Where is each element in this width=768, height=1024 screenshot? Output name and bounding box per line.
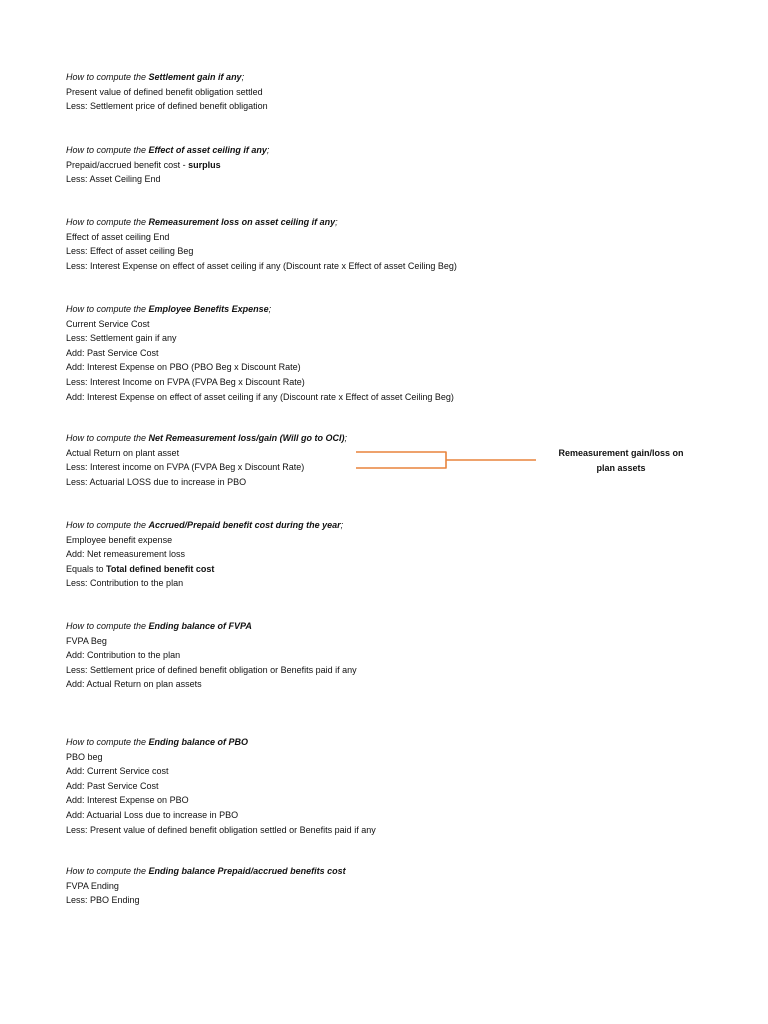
section-line [66, 750, 706, 765]
line-text: Employee benefit expense [66, 534, 173, 545]
line-text: Add: Actual Return on plan assets [66, 679, 202, 690]
line-text: Add: Interest Expense on effect of asset ceiling if any (Discount rate x Effect of asset Ceiling Beg) [66, 391, 454, 402]
line-text: Add: Interest Expense on PBO (PBO Beg x Discount Rate) [66, 362, 301, 373]
section-heading [66, 619, 706, 634]
section-line [66, 779, 706, 794]
section-line [66, 634, 706, 649]
section-heading [66, 215, 706, 230]
line-text: Add: Net remeasurement loss [66, 549, 186, 560]
section-9 [66, 864, 706, 908]
heading-term: Ending balance of FVPA [148, 621, 252, 631]
heading-suffix: ; [344, 433, 348, 443]
heading-prefix: How to compute the [66, 304, 149, 314]
line-text: Less: Interest Expense on effect of asset ceiling if any (Discount rate x Effect of asset Ceiling Beg) [66, 260, 457, 271]
line-text: Less: Present value of defined benefit obligation settled or Benefits paid if any [66, 824, 376, 835]
remeasurement-note [548, 446, 694, 476]
section-line [66, 375, 706, 390]
heading-prefix: How to compute the [66, 145, 149, 155]
line-text: FVPA Ending [66, 880, 119, 891]
heading-term: Remeasurement loss on asset ceiling if any [148, 217, 336, 227]
section-heading [66, 518, 706, 533]
section-line [66, 893, 706, 908]
section-heading [66, 70, 706, 85]
section-line [66, 99, 706, 114]
heading-term: Employee Benefits Expense [148, 304, 269, 314]
section-8 [66, 735, 706, 837]
section-line [66, 879, 706, 894]
heading-term: Accrued/Prepaid benefit cost during the year [148, 520, 341, 530]
line-text: Add: Contribution to the plan [66, 650, 181, 661]
section-heading [66, 735, 706, 750]
heading-prefix: How to compute the [66, 72, 149, 82]
heading-suffix: ; [266, 145, 270, 155]
heading-prefix: How to compute the [66, 217, 149, 227]
heading-suffix: ; [335, 217, 338, 227]
line-text: Present value of defined benefit obligation settled [66, 86, 263, 97]
section-line [66, 360, 706, 375]
section-line [66, 677, 706, 692]
section-heading [66, 143, 706, 158]
section-line [66, 230, 706, 245]
line-text: Effect of asset ceiling End [66, 231, 170, 242]
line-bold-text: Total defined benefit cost [106, 563, 215, 574]
section-line [66, 648, 706, 663]
line-text: Actual Return on plant asset [66, 447, 180, 458]
line-text: Current Service Cost [66, 318, 150, 329]
section-line [66, 317, 706, 332]
line-text: Less: Interest Income on FVPA (FVPA Beg x Discount Rate) [66, 376, 305, 387]
section-2 [66, 143, 706, 187]
heading-prefix: How to compute the [66, 433, 149, 443]
section-line [66, 533, 706, 548]
remeasurement-note-line-2: plan assets [596, 463, 646, 473]
section-line [66, 244, 706, 259]
line-text: Less: Settlement price of defined benefit obligation or Benefits paid if any [66, 664, 357, 675]
heading-term: Effect of asset ceiling if any [148, 145, 267, 155]
section-4 [66, 302, 706, 404]
line-text: Add: Past Service Cost [66, 780, 159, 791]
line-text: Less: PBO Ending [66, 895, 140, 906]
heading-suffix: ; [340, 520, 344, 530]
section-1 [66, 70, 706, 114]
section-line [66, 663, 706, 678]
line-text: Less: Effect of asset ceiling Beg [66, 246, 194, 257]
line-text: Add: Interest Expense on PBO [66, 795, 189, 806]
section-heading [66, 302, 706, 317]
section-3 [66, 215, 706, 273]
heading-prefix: How to compute the [66, 737, 149, 747]
section-line [66, 547, 706, 562]
section-line [66, 331, 706, 346]
section-line [66, 346, 706, 361]
orange-bracket-connector [350, 448, 540, 472]
section-line [66, 259, 706, 274]
heading-prefix: How to compute the [66, 520, 149, 530]
remeasurement-note-line-1: Remeasurement gain/loss on [558, 448, 684, 458]
line-text: Less: Settlement gain if any [66, 333, 177, 344]
line-text: Less: Asset Ceiling End [66, 174, 161, 185]
section-heading [66, 864, 706, 879]
section-line [66, 475, 706, 490]
heading-term: Ending balance Prepaid/accrued benefits cost [148, 866, 346, 876]
section-line [66, 172, 706, 187]
line-text: Less: Interest income on FVPA (FVPA Beg x Discount Rate) [66, 462, 305, 473]
section-line [66, 562, 706, 577]
line-text: Add: Current Service cost [66, 766, 169, 777]
heading-term: Net Remeasurement loss/gain (Will go to OCI) [148, 433, 345, 443]
section-line [66, 576, 706, 591]
line-text: FVPA Beg [66, 635, 107, 646]
line-text: Equals to [66, 563, 107, 574]
section-line [66, 158, 706, 173]
line-text: Add: Past Service Cost [66, 347, 159, 358]
bracket-path [356, 452, 536, 468]
line-text: Less: Contribution to the plan [66, 578, 184, 589]
section-line [66, 793, 706, 808]
heading-prefix: How to compute the [66, 621, 149, 631]
heading-term: Ending balance of PBO [148, 737, 249, 747]
line-text: Prepaid/accrued benefit cost - [66, 159, 189, 170]
line-bold-text: surplus [188, 159, 221, 170]
section-line [66, 764, 706, 779]
heading-prefix: How to compute the [66, 866, 149, 876]
line-text: Less: Settlement price of defined benefit obligation [66, 101, 268, 112]
line-text: Less: Actuarial LOSS due to increase in PBO [66, 476, 247, 487]
heading-suffix: ; [268, 304, 272, 314]
section-6 [66, 518, 706, 591]
section-7 [66, 619, 706, 692]
section-heading [66, 431, 706, 446]
section-line [66, 390, 706, 405]
section-line [66, 85, 706, 100]
heading-suffix: ; [241, 72, 245, 82]
heading-term: Settlement gain if any [148, 72, 242, 82]
section-line [66, 808, 706, 823]
line-text: PBO beg [66, 751, 103, 762]
line-text: Add: Actuarial Loss due to increase in PBO [66, 809, 239, 820]
section-line [66, 823, 706, 838]
